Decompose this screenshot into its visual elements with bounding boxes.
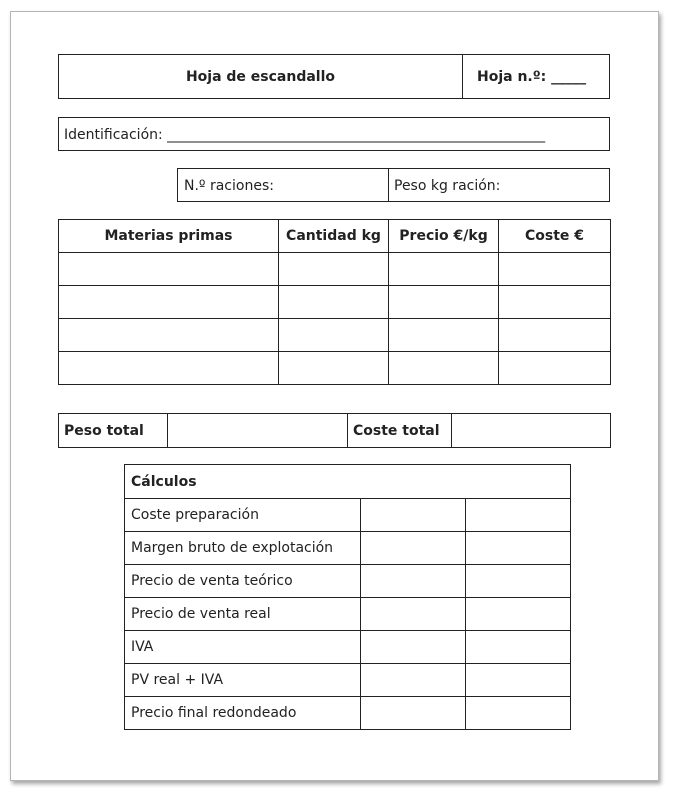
table-cell[interactable] bbox=[499, 319, 611, 352]
calc-row bbox=[125, 532, 571, 565]
portions-count-label[interactable]: N.º raciones: bbox=[184, 178, 274, 194]
table-cell[interactable] bbox=[59, 253, 279, 286]
total-cost-value[interactable] bbox=[452, 414, 611, 448]
calc-value-cell[interactable] bbox=[361, 598, 466, 631]
calc-row bbox=[125, 664, 571, 697]
calc-row bbox=[125, 499, 571, 532]
calc-value-cell[interactable] bbox=[466, 598, 571, 631]
portion-weight-label[interactable]: Peso kg ración: bbox=[394, 178, 501, 194]
calc-row-label: IVA bbox=[125, 631, 361, 664]
table-cell[interactable] bbox=[59, 286, 279, 319]
sheet-number-field[interactable]: Hoja n.º: _____ bbox=[477, 69, 587, 85]
escandallo-sheet bbox=[10, 11, 659, 781]
calc-row bbox=[125, 598, 571, 631]
calc-value-cell[interactable] bbox=[466, 697, 571, 730]
calc-value-cell[interactable] bbox=[466, 631, 571, 664]
identification-label: Identificación: ______________________________________________________ bbox=[64, 127, 546, 143]
calc-row bbox=[125, 697, 571, 730]
calc-value-cell[interactable] bbox=[361, 664, 466, 697]
calc-value-cell[interactable] bbox=[466, 532, 571, 565]
table-row bbox=[59, 286, 611, 319]
total-weight-label: Peso total bbox=[59, 414, 168, 448]
table-cell[interactable] bbox=[279, 286, 389, 319]
total-weight-value[interactable] bbox=[168, 414, 348, 448]
calc-value-cell[interactable] bbox=[361, 532, 466, 565]
table-row bbox=[59, 253, 611, 286]
sheet-title: Hoja de escandallo bbox=[185, 69, 336, 85]
column-header: Materias primas bbox=[59, 220, 279, 253]
table-row bbox=[59, 352, 611, 385]
table-row bbox=[59, 319, 611, 352]
totals-table bbox=[58, 413, 611, 448]
identification-field[interactable] bbox=[58, 117, 610, 151]
calc-value-cell[interactable] bbox=[466, 499, 571, 532]
table-cell[interactable] bbox=[499, 286, 611, 319]
calc-row-label: Precio final redondeado bbox=[125, 697, 361, 730]
portions-divider bbox=[388, 169, 389, 201]
materials-table bbox=[58, 219, 611, 385]
column-header: Precio €/kg bbox=[389, 220, 499, 253]
sheet-header bbox=[58, 54, 610, 99]
table-cell[interactable] bbox=[389, 319, 499, 352]
calculations-table bbox=[124, 464, 571, 730]
portions-box bbox=[177, 168, 610, 202]
calc-row-label: Coste preparación bbox=[125, 499, 361, 532]
table-cell[interactable] bbox=[279, 253, 389, 286]
column-header: Cantidad kg bbox=[279, 220, 389, 253]
calc-row bbox=[125, 631, 571, 664]
table-cell[interactable] bbox=[59, 319, 279, 352]
total-cost-label: Coste total bbox=[348, 414, 452, 448]
calc-value-cell[interactable] bbox=[361, 565, 466, 598]
header-divider bbox=[462, 55, 463, 98]
table-cell[interactable] bbox=[279, 319, 389, 352]
calc-row bbox=[125, 565, 571, 598]
calc-value-cell[interactable] bbox=[466, 565, 571, 598]
table-cell[interactable] bbox=[389, 352, 499, 385]
calc-value-cell[interactable] bbox=[466, 664, 571, 697]
calculations-heading-row bbox=[125, 465, 571, 499]
calc-row-label: Margen bruto de explotación bbox=[125, 532, 361, 565]
column-header: Coste € bbox=[499, 220, 611, 253]
table-cell[interactable] bbox=[59, 352, 279, 385]
table-cell[interactable] bbox=[389, 253, 499, 286]
materials-header-row bbox=[59, 220, 611, 253]
calc-row-label: Precio de venta teórico bbox=[125, 565, 361, 598]
calculations-heading: Cálculos bbox=[125, 465, 571, 499]
totals-row bbox=[59, 414, 611, 448]
calc-row-label: Precio de venta real bbox=[125, 598, 361, 631]
table-cell[interactable] bbox=[499, 352, 611, 385]
calc-value-cell[interactable] bbox=[361, 499, 466, 532]
calc-value-cell[interactable] bbox=[361, 697, 466, 730]
table-cell[interactable] bbox=[279, 352, 389, 385]
table-cell[interactable] bbox=[389, 286, 499, 319]
table-cell[interactable] bbox=[499, 253, 611, 286]
calc-row-label: PV real + IVA bbox=[125, 664, 361, 697]
calc-value-cell[interactable] bbox=[361, 631, 466, 664]
